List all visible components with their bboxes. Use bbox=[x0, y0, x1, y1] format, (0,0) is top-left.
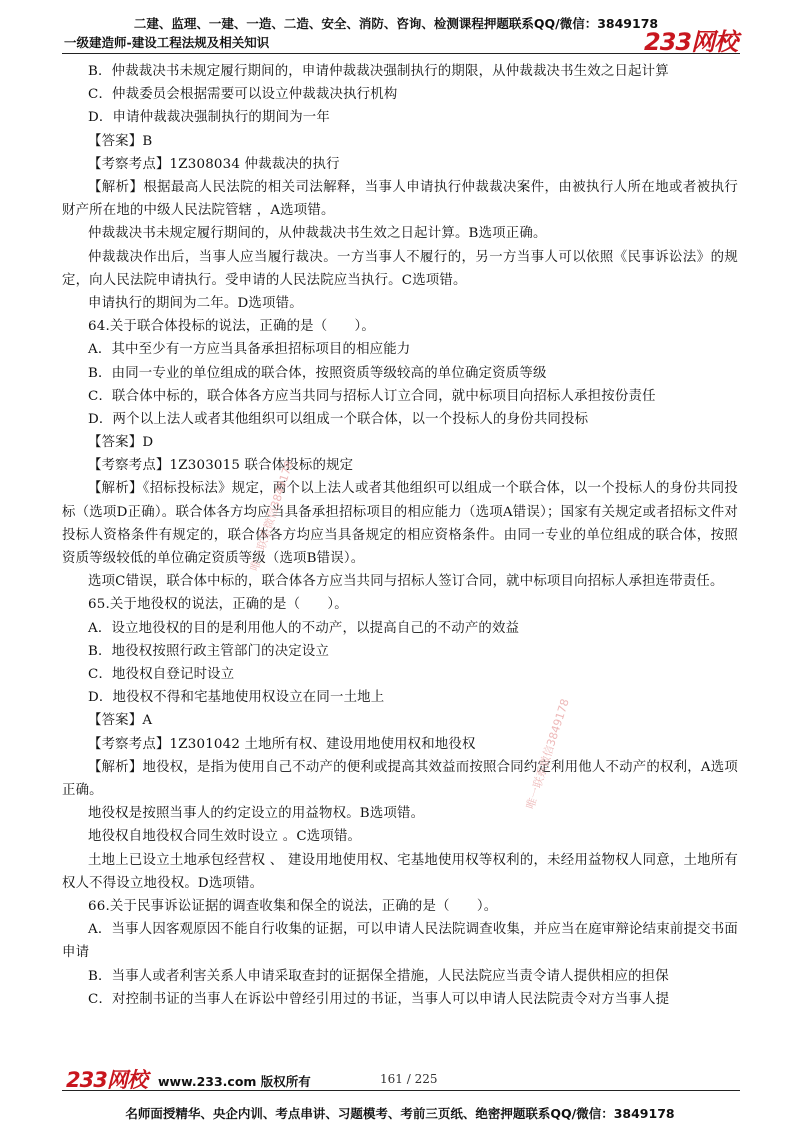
q64-option-c: C．联合体中标的，联合体各方应当共同与招标人订立合同，就中标项目向招标人承担按份责任 bbox=[88, 388, 656, 404]
page-number: 161 / 225 bbox=[380, 1072, 438, 1086]
q63-option-d: D．申请仲裁裁决强制执行的期间为一年 bbox=[88, 110, 330, 126]
q64-option-a: A．其中至少有一方应当具备承担招标项目的相应能力 bbox=[88, 342, 411, 358]
watermark-1: 唯一联系微信3849178 bbox=[247, 459, 296, 573]
q65-topic: 【考察考点】1Z301042 土地所有权、建设用地使用权和地役权 bbox=[88, 736, 476, 752]
document-body bbox=[62, 60, 738, 1011]
q63-answer: 【答案】B bbox=[88, 133, 153, 149]
q64-topic: 【考察考点】1Z303015 联合体投标的规定 bbox=[88, 458, 354, 474]
q63-topic: 【考察考点】1Z308034 仲裁裁决的执行 bbox=[88, 156, 340, 172]
q64-answer: 【答案】D bbox=[88, 435, 154, 451]
q66-option-b: B．当事人或者利害关系人申请采取查封的证据保全措施，人民法院应当责令请人提供相应的担保 bbox=[88, 968, 669, 984]
q65-analysis-4: 土地上已设立土地承包经营权 、 建设用地使用权、宅基地使用权等权利的，未经用益物权人同意，土地所有权人不得设立地役权。D选项错。 bbox=[62, 852, 738, 891]
footer-logo: 233网校 bbox=[66, 1068, 147, 1092]
q65-analysis-3: 地役权自地役权合同生效时设立 。C选项错。 bbox=[88, 829, 362, 845]
q66-option-a: A．当事人因客观原因不能自行收集的证据，可以申请人民法院调查收集，并应当在庭审辩论结束前提交书面申请 bbox=[62, 922, 738, 961]
q65-analysis-1: 【解析】地役权，是指为使用自己不动产的便利或提高其效益而按照合同约定利用他人不动产的权利，A选项正确。 bbox=[62, 759, 738, 798]
q65-option-c: C．地役权自登记时设立 bbox=[88, 667, 235, 683]
q63-analysis-1: 【解析】根据最高人民法院的相关司法解释，当事人申请执行仲裁裁决案件，由被执行人所在地或者被执行财产所在地的中级人民法院管辖 ，A选项错。 bbox=[62, 179, 738, 219]
q63-analysis-2: 仲裁裁决书未规定履行期间的，从仲裁裁决书生效之日起计算。B选项正确。 bbox=[88, 226, 547, 242]
q65-stem: 65.关于地役权的说法，正确的是（ ）。 bbox=[88, 597, 348, 613]
footer-divider bbox=[62, 1090, 740, 1091]
q64-stem: 64.关于联合体投标的说法，正确的是（ ）。 bbox=[88, 319, 376, 335]
header-ad-text: 二建、监理、一建、一造、二造、安全、消防、咨询、检测课程押题联系QQ/微信：3849178 bbox=[133, 16, 659, 31]
header-divider bbox=[62, 53, 740, 54]
q65-option-d: D．地役权不得和宅基地使用权设立在同一土地上 bbox=[88, 690, 385, 706]
q64-analysis-2: 选项C错误，联合体中标的，联合体各方应当共同与招标人签订合同，就中标项目向招标人承担连带责任。 bbox=[88, 574, 724, 590]
q63-analysis-4: 申请执行的期间为二年。D选项错。 bbox=[88, 295, 303, 311]
q64-analysis-1: 【解析】《招标投标法》规定，两个以上法人或者其他组织可以组成一个联合体，以一个投标人的身份共同投标（选项D正确）。联合体各方均应当具备承担招标项目的相应能力（选项A错误）；国家有关规定或者招标文件对投标人资格条件有规定的，联合体各方均应当具备规定的相应资格条件。由同一专业的单位组成的联合体，按照资质等级较低的单位确定资质等级（选项B错误）。 bbox=[62, 481, 738, 567]
q65-option-b: B．地役权按照行政主管部门的决定设立 bbox=[88, 643, 330, 659]
q65-analysis-2: 地役权是按照当事人的约定设立的用益物权。B选项错。 bbox=[88, 806, 425, 822]
q63-option-b: B．仲裁裁决书未规定履行期间的，申请仲裁裁决强制执行的期限，从仲裁裁决书生效之日起计算 bbox=[88, 64, 669, 79]
q66-stem: 66.关于民事诉讼证据的调查收集和保全的说法，正确的是（ ）。 bbox=[88, 898, 498, 914]
footer-ad-text: 名师面授精华、央企内训、考点串讲、习题模考、考前三页纸、绝密押题联系QQ/微信：3849178 bbox=[125, 1106, 675, 1121]
q63-analysis-3: 仲裁裁决作出后，当事人应当履行裁决。一方当事人不履行的，另一方当事人可以依照《民事诉讼法》的规定，向人民法院申请执行。受申请的人民法院应当执行。C选项错。 bbox=[62, 249, 738, 288]
q64-option-b: B．由同一专业的单位组成的联合体，按照资质等级较高的单位确定资质等级 bbox=[88, 365, 547, 381]
q65-option-a: A．设立地役权的目的是利用他人的不动产，以提高自己的不动产的效益 bbox=[88, 620, 520, 636]
q64-option-d: D．两个以上法人或者其他组织可以组成一个联合体，以一个投标人的身份共同投标 bbox=[88, 411, 589, 427]
header-subtitle: 一级建造师-建设工程法规及相关知识 bbox=[64, 35, 270, 50]
footer-site: www.233.com 版权所有 bbox=[158, 1074, 311, 1089]
q66-option-c: C．对控制书证的当事人在诉讼中曾经引用过的书证，当事人可以申请人民法院责令对方当事人提 bbox=[88, 991, 670, 1007]
q65-answer: 【答案】A bbox=[88, 713, 153, 729]
watermark-2: 唯一联系微信3849178 bbox=[523, 697, 572, 811]
header-logo: 233网校 bbox=[644, 28, 738, 56]
q63-option-c: C．仲裁委员会根据需要可以设立仲裁裁决执行机构 bbox=[88, 87, 398, 103]
